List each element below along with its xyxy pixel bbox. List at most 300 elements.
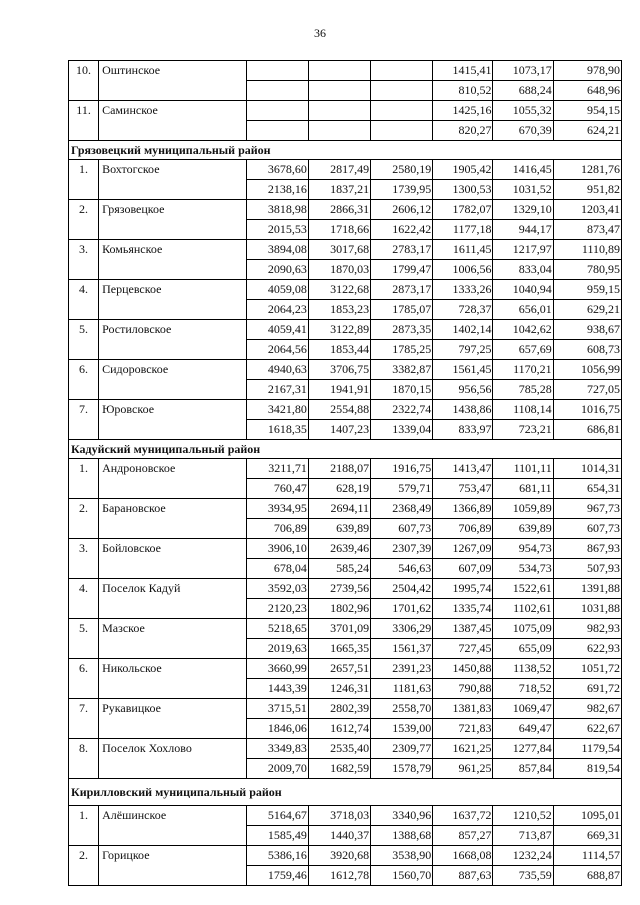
value-cell-v3: 2606,12 <box>371 200 433 220</box>
value-cell-v5: 681,11 <box>493 479 553 499</box>
value-cell-v3: 1578,79 <box>371 759 433 779</box>
value-cell-v5: 718,52 <box>493 679 553 699</box>
value-cell-v5: 1059,89 <box>493 499 553 519</box>
value-cell-v3: 2558,70 <box>371 699 433 719</box>
value-cell-v4: 1413,47 <box>433 459 493 479</box>
value-cell-v5: 655,09 <box>493 639 553 659</box>
value-cell-v5: 735,59 <box>493 866 553 886</box>
table-row <box>69 180 622 200</box>
row-number: 7. <box>69 400 99 420</box>
settlement-name: Барановское <box>99 499 247 519</box>
value-cell-v3: 607,73 <box>371 519 433 539</box>
value-cell-v1: 2019,63 <box>246 639 308 659</box>
settlement-name: Поселок Кадуй <box>99 579 247 599</box>
value-cell-v2: 2817,49 <box>308 160 370 180</box>
value-cell-v2: 2866,31 <box>308 200 370 220</box>
settlement-name: Бойловское <box>99 539 247 559</box>
value-cell-v6: 727,05 <box>553 380 621 400</box>
value-cell-v4: 887,63 <box>433 866 493 886</box>
value-cell-v5: 1138,52 <box>493 659 553 679</box>
value-cell-v4: 1177,18 <box>433 220 493 240</box>
settlement-name <box>99 260 247 280</box>
row-number <box>69 559 99 579</box>
value-cell-v5: 1075,09 <box>493 619 553 639</box>
row-number <box>69 599 99 619</box>
value-cell-v3: 1799,47 <box>371 260 433 280</box>
value-cell-v5: 688,24 <box>493 81 553 101</box>
settlement-name: Комьянское <box>99 240 247 260</box>
value-cell-v5: 1101,11 <box>493 459 553 479</box>
value-cell-v6: 819,54 <box>553 759 621 779</box>
table-row <box>69 340 622 360</box>
value-cell-v4: 810,52 <box>433 81 493 101</box>
value-cell-v1: 3592,03 <box>246 579 308 599</box>
value-cell-v1: 1443,39 <box>246 679 308 699</box>
value-cell-v4: 961,25 <box>433 759 493 779</box>
value-cell-v2 <box>308 101 370 121</box>
table-row <box>69 759 622 779</box>
row-number <box>69 719 99 739</box>
table-row <box>69 479 622 499</box>
settlement-name <box>99 759 247 779</box>
value-cell-v6: 1031,88 <box>553 599 621 619</box>
value-cell-v2: 2694,11 <box>308 499 370 519</box>
value-cell-v5: 833,04 <box>493 260 553 280</box>
value-cell-v2: 2657,51 <box>308 659 370 679</box>
value-cell-v2: 1682,59 <box>308 759 370 779</box>
value-cell-v4: 857,27 <box>433 826 493 846</box>
value-cell-v1: 2120,23 <box>246 599 308 619</box>
value-cell-v3: 1339,04 <box>371 420 433 440</box>
value-cell-v6: 654,31 <box>553 479 621 499</box>
value-cell-v3: 2322,74 <box>371 400 433 420</box>
value-cell-v4: 1381,83 <box>433 699 493 719</box>
value-cell-v1 <box>246 81 308 101</box>
value-cell-v4: 607,09 <box>433 559 493 579</box>
value-cell-v4: 1561,45 <box>433 360 493 380</box>
table-row <box>69 360 622 380</box>
value-cell-v1: 3934,95 <box>246 499 308 519</box>
value-cell-v6: 686,81 <box>553 420 621 440</box>
value-cell-v3: 2504,42 <box>371 579 433 599</box>
value-cell-v5: 639,89 <box>493 519 553 539</box>
row-number: 1. <box>69 160 99 180</box>
value-cell-v5: 1073,17 <box>493 61 553 81</box>
settlement-name <box>99 679 247 699</box>
value-cell-v4: 1668,08 <box>433 846 493 866</box>
value-cell-v3: 546,63 <box>371 559 433 579</box>
table-body <box>69 61 622 886</box>
table-row <box>69 739 622 759</box>
district-header-row <box>69 440 622 459</box>
value-cell-v5: 1069,47 <box>493 699 553 719</box>
settlement-name <box>99 121 247 141</box>
value-cell-v6: 1110,89 <box>553 240 621 260</box>
value-cell-v6: 688,87 <box>553 866 621 886</box>
value-cell-v6: 669,31 <box>553 826 621 846</box>
value-cell-v4: 1450,88 <box>433 659 493 679</box>
value-cell-v1: 2015,53 <box>246 220 308 240</box>
table-row <box>69 639 622 659</box>
value-cell-v2: 2639,46 <box>308 539 370 559</box>
table-row <box>69 121 622 141</box>
value-cell-v6: 951,82 <box>553 180 621 200</box>
table-row <box>69 280 622 300</box>
table-row <box>69 300 622 320</box>
value-cell-v1: 3211,71 <box>246 459 308 479</box>
row-number: 5. <box>69 619 99 639</box>
value-cell-v5: 1329,10 <box>493 200 553 220</box>
value-cell-v1: 4059,41 <box>246 320 308 340</box>
value-cell-v2: 2188,07 <box>308 459 370 479</box>
row-number: 6. <box>69 659 99 679</box>
table-row <box>69 499 622 519</box>
value-cell-v6: 967,73 <box>553 499 621 519</box>
row-number: 7. <box>69 699 99 719</box>
settlement-name: Горицкое <box>99 846 247 866</box>
value-cell-v6: 1014,31 <box>553 459 621 479</box>
value-cell-v3: 1785,07 <box>371 300 433 320</box>
row-number: 1. <box>69 806 99 826</box>
value-cell-v6: 1056,99 <box>553 360 621 380</box>
value-cell-v5: 954,73 <box>493 539 553 559</box>
table-row <box>69 719 622 739</box>
table-row <box>69 846 622 866</box>
value-cell-v4: 1267,09 <box>433 539 493 559</box>
settlement-name: Поселок Хохлово <box>99 739 247 759</box>
table-row <box>69 400 622 420</box>
table-row <box>69 160 622 180</box>
value-cell-v6: 691,72 <box>553 679 621 699</box>
value-cell-v5: 1210,52 <box>493 806 553 826</box>
value-cell-v1: 3715,51 <box>246 699 308 719</box>
value-cell-v6: 1095,01 <box>553 806 621 826</box>
row-number <box>69 826 99 846</box>
tariff-table <box>68 60 622 886</box>
settlement-name <box>99 81 247 101</box>
value-cell-v1: 3906,10 <box>246 539 308 559</box>
settlement-name: Саминское <box>99 101 247 121</box>
row-number <box>69 519 99 539</box>
value-cell-v5: 1217,97 <box>493 240 553 260</box>
settlement-name <box>99 220 247 240</box>
row-number: 1. <box>69 459 99 479</box>
value-cell-v4: 1611,45 <box>433 240 493 260</box>
value-cell-v3: 3382,87 <box>371 360 433 380</box>
settlement-name <box>99 300 247 320</box>
value-cell-v1: 1759,46 <box>246 866 308 886</box>
value-cell-v3: 2307,39 <box>371 539 433 559</box>
settlement-name: Юровское <box>99 400 247 420</box>
table-row <box>69 699 622 719</box>
table-row <box>69 679 622 699</box>
value-cell-v5: 657,69 <box>493 340 553 360</box>
value-cell-v4: 1402,14 <box>433 320 493 340</box>
value-cell-v5: 1031,52 <box>493 180 553 200</box>
settlement-name <box>99 826 247 846</box>
table-row <box>69 420 622 440</box>
table-row <box>69 826 622 846</box>
value-cell-v3: 1539,00 <box>371 719 433 739</box>
value-cell-v4: 1905,42 <box>433 160 493 180</box>
table-row <box>69 320 622 340</box>
value-cell-v5: 713,87 <box>493 826 553 846</box>
value-cell-v4: 1425,16 <box>433 101 493 121</box>
row-number <box>69 180 99 200</box>
value-cell-v4: 956,56 <box>433 380 493 400</box>
value-cell-v3: 1181,63 <box>371 679 433 699</box>
value-cell-v2: 2802,39 <box>308 699 370 719</box>
value-cell-v2: 1853,44 <box>308 340 370 360</box>
value-cell-v5: 656,01 <box>493 300 553 320</box>
value-cell-v4: 728,37 <box>433 300 493 320</box>
value-cell-v4: 1366,89 <box>433 499 493 519</box>
value-cell-v3 <box>371 81 433 101</box>
row-number <box>69 121 99 141</box>
row-number <box>69 420 99 440</box>
table-row <box>69 659 622 679</box>
row-number: 3. <box>69 539 99 559</box>
value-cell-v6: 982,67 <box>553 699 621 719</box>
value-cell-v6: 507,93 <box>553 559 621 579</box>
value-cell-v4: 1438,86 <box>433 400 493 420</box>
value-cell-v2: 1665,35 <box>308 639 370 659</box>
table-row <box>69 260 622 280</box>
settlement-name <box>99 340 247 360</box>
value-cell-v2 <box>308 61 370 81</box>
value-cell-v2: 628,19 <box>308 479 370 499</box>
value-cell-v3: 2783,17 <box>371 240 433 260</box>
value-cell-v6: 607,73 <box>553 519 621 539</box>
value-cell-v2 <box>308 121 370 141</box>
value-cell-v2: 1407,23 <box>308 420 370 440</box>
value-cell-v6: 938,67 <box>553 320 621 340</box>
value-cell-v1 <box>246 121 308 141</box>
value-cell-v5: 1416,45 <box>493 160 553 180</box>
value-cell-v5: 1042,62 <box>493 320 553 340</box>
value-cell-v1: 706,89 <box>246 519 308 539</box>
value-cell-v3: 1739,95 <box>371 180 433 200</box>
value-cell-v6: 608,73 <box>553 340 621 360</box>
value-cell-v1: 2090,63 <box>246 260 308 280</box>
value-cell-v6: 867,93 <box>553 539 621 559</box>
settlement-name <box>99 180 247 200</box>
value-cell-v2: 585,24 <box>308 559 370 579</box>
value-cell-v1: 3894,08 <box>246 240 308 260</box>
value-cell-v3 <box>371 121 433 141</box>
value-cell-v1: 760,47 <box>246 479 308 499</box>
value-cell-v1: 2064,56 <box>246 340 308 360</box>
row-number: 11. <box>69 101 99 121</box>
value-cell-v5: 649,47 <box>493 719 553 739</box>
settlement-name: Мазское <box>99 619 247 639</box>
row-number: 10. <box>69 61 99 81</box>
value-cell-v1: 5218,65 <box>246 619 308 639</box>
row-number: 6. <box>69 360 99 380</box>
row-number <box>69 380 99 400</box>
table-row <box>69 101 622 121</box>
value-cell-v1: 3421,80 <box>246 400 308 420</box>
page-number: 36 <box>314 26 326 40</box>
row-number <box>69 679 99 699</box>
value-cell-v6: 629,21 <box>553 300 621 320</box>
value-cell-v3: 1701,62 <box>371 599 433 619</box>
value-cell-v4: 1637,72 <box>433 806 493 826</box>
value-cell-v6: 959,15 <box>553 280 621 300</box>
value-cell-v1 <box>246 61 308 81</box>
settlement-name: Грязовецкое <box>99 200 247 220</box>
row-number: 2. <box>69 846 99 866</box>
value-cell-v4: 1335,74 <box>433 599 493 619</box>
row-number <box>69 639 99 659</box>
row-number <box>69 260 99 280</box>
settlement-name: Рукавицкое <box>99 699 247 719</box>
value-cell-v1: 1585,49 <box>246 826 308 846</box>
value-cell-v2 <box>308 81 370 101</box>
settlement-name <box>99 866 247 886</box>
table-row <box>69 459 622 479</box>
settlement-name <box>99 639 247 659</box>
row-number: 3. <box>69 240 99 260</box>
value-cell-v1: 3818,98 <box>246 200 308 220</box>
value-cell-v1: 2064,23 <box>246 300 308 320</box>
value-cell-v3: 2873,35 <box>371 320 433 340</box>
table-row <box>69 599 622 619</box>
value-cell-v5: 785,28 <box>493 380 553 400</box>
value-cell-v1: 5386,16 <box>246 846 308 866</box>
value-cell-v5: 1232,24 <box>493 846 553 866</box>
table-row <box>69 240 622 260</box>
value-cell-v1: 5164,67 <box>246 806 308 826</box>
value-cell-v5: 1522,61 <box>493 579 553 599</box>
value-cell-v6: 1281,76 <box>553 160 621 180</box>
district-header-row <box>69 141 622 160</box>
table-row <box>69 619 622 639</box>
value-cell-v4: 1621,25 <box>433 739 493 759</box>
value-cell-v2: 3920,68 <box>308 846 370 866</box>
row-number <box>69 340 99 360</box>
value-cell-v1: 1618,35 <box>246 420 308 440</box>
value-cell-v6: 622,67 <box>553 719 621 739</box>
value-cell-v3: 2309,77 <box>371 739 433 759</box>
value-cell-v4: 1300,53 <box>433 180 493 200</box>
value-cell-v6: 954,15 <box>553 101 621 121</box>
row-number: 5. <box>69 320 99 340</box>
value-cell-v4: 790,88 <box>433 679 493 699</box>
value-cell-v4: 1415,41 <box>433 61 493 81</box>
value-cell-v1: 2138,16 <box>246 180 308 200</box>
value-cell-v2: 1802,96 <box>308 599 370 619</box>
value-cell-v5: 670,39 <box>493 121 553 141</box>
value-cell-v6: 622,93 <box>553 639 621 659</box>
value-cell-v4: 1387,45 <box>433 619 493 639</box>
value-cell-v1: 2167,31 <box>246 380 308 400</box>
value-cell-v3: 2873,17 <box>371 280 433 300</box>
value-cell-v2: 1718,66 <box>308 220 370 240</box>
district-header-row <box>69 779 622 806</box>
row-number: 4. <box>69 280 99 300</box>
table-row <box>69 61 622 81</box>
table-row <box>69 519 622 539</box>
table-row <box>69 380 622 400</box>
value-cell-v2: 3701,09 <box>308 619 370 639</box>
value-cell-v5: 534,73 <box>493 559 553 579</box>
district-name: Грязовецкий муниципальный район <box>69 141 622 160</box>
value-cell-v4: 820,27 <box>433 121 493 141</box>
value-cell-v1: 4059,08 <box>246 280 308 300</box>
value-cell-v6: 624,21 <box>553 121 621 141</box>
value-cell-v1: 4940,63 <box>246 360 308 380</box>
table-row <box>69 81 622 101</box>
value-cell-v5: 1170,21 <box>493 360 553 380</box>
row-number: 8. <box>69 739 99 759</box>
value-cell-v2: 2739,56 <box>308 579 370 599</box>
settlement-name: Ростиловское <box>99 320 247 340</box>
value-cell-v5: 1277,84 <box>493 739 553 759</box>
value-cell-v1: 3678,60 <box>246 160 308 180</box>
settlement-name: Сидоровское <box>99 360 247 380</box>
value-cell-v1: 3660,99 <box>246 659 308 679</box>
value-cell-v4: 721,83 <box>433 719 493 739</box>
row-number: 4. <box>69 579 99 599</box>
value-cell-v6: 982,93 <box>553 619 621 639</box>
value-cell-v6: 648,96 <box>553 81 621 101</box>
settlement-name <box>99 380 247 400</box>
value-cell-v2: 1870,03 <box>308 260 370 280</box>
value-cell-v1: 3349,83 <box>246 739 308 759</box>
value-cell-v2: 1440,37 <box>308 826 370 846</box>
settlement-name: Никольское <box>99 659 247 679</box>
settlement-name: Вохтогское <box>99 160 247 180</box>
value-cell-v6: 873,47 <box>553 220 621 240</box>
value-cell-v2: 2554,88 <box>308 400 370 420</box>
settlement-name: Перцевское <box>99 280 247 300</box>
row-number <box>69 220 99 240</box>
value-cell-v2: 1837,21 <box>308 180 370 200</box>
table-row <box>69 806 622 826</box>
value-cell-v3: 1560,70 <box>371 866 433 886</box>
row-number: 2. <box>69 200 99 220</box>
value-cell-v3: 1388,68 <box>371 826 433 846</box>
value-cell-v2: 3122,89 <box>308 320 370 340</box>
value-cell-v1: 1846,06 <box>246 719 308 739</box>
value-cell-v2: 3718,03 <box>308 806 370 826</box>
value-cell-v3: 1785,25 <box>371 340 433 360</box>
value-cell-v5: 1108,14 <box>493 400 553 420</box>
value-cell-v4: 706,89 <box>433 519 493 539</box>
value-cell-v3: 1561,37 <box>371 639 433 659</box>
value-cell-v3 <box>371 101 433 121</box>
value-cell-v5: 1102,61 <box>493 599 553 619</box>
value-cell-v2: 2535,40 <box>308 739 370 759</box>
table-row <box>69 220 622 240</box>
value-cell-v5: 1055,32 <box>493 101 553 121</box>
settlement-name <box>99 719 247 739</box>
value-cell-v2: 3706,75 <box>308 360 370 380</box>
table-row <box>69 539 622 559</box>
settlement-name <box>99 599 247 619</box>
table-row <box>69 559 622 579</box>
district-name: Кирилловский муниципальный район <box>69 779 622 806</box>
value-cell-v2: 1941,91 <box>308 380 370 400</box>
district-name: Кадуйский муниципальный район <box>69 440 622 459</box>
value-cell-v5: 944,17 <box>493 220 553 240</box>
value-cell-v6: 978,90 <box>553 61 621 81</box>
value-cell-v2: 1612,74 <box>308 719 370 739</box>
value-cell-v3 <box>371 61 433 81</box>
row-number <box>69 759 99 779</box>
settlement-name <box>99 519 247 539</box>
